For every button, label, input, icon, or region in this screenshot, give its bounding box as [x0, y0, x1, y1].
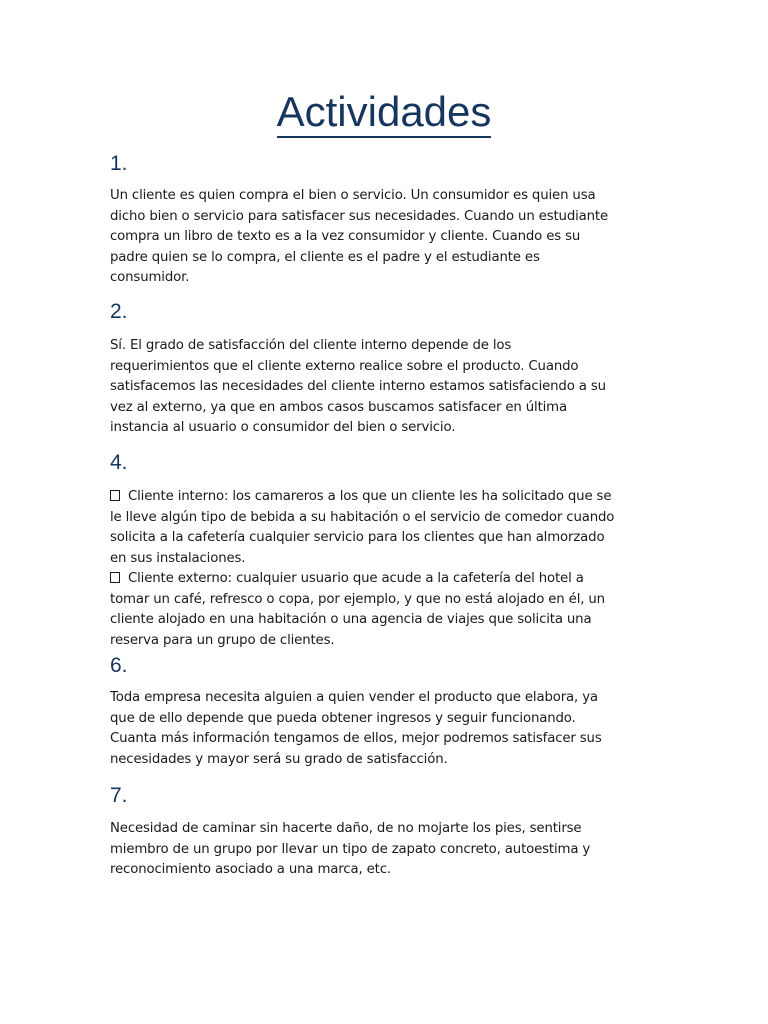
document-title: Actividades — [0, 84, 768, 140]
section-6-paragraph — [110, 688, 670, 770]
paragraph-line: en sus instalaciones. — [110, 550, 246, 566]
section-number-2: 2. — [110, 300, 128, 323]
section-number-4: 4. — [110, 451, 128, 474]
paragraph-line: necesidades y mayor será su grado de satisfacción. — [110, 751, 448, 767]
paragraph-line: dicho bien o servicio para satisfacer sus necesidades. Cuando un estudiante — [110, 208, 609, 224]
paragraph-line: consumidor. — [110, 270, 190, 285]
section-number-7: 7. — [110, 784, 128, 807]
section-2-paragraph — [110, 336, 670, 439]
paragraph-line: padre quien se lo compra, el cliente es el padre y el estudiante es — [110, 249, 540, 265]
paragraph-line: instancia al usuario o consumidor del bien o servicio. — [110, 420, 456, 435]
paragraph-line: Cuanta más información tengamos de ellos, mejor podremos satisfacer sus — [110, 731, 602, 746]
section-number-6: 6. — [110, 654, 128, 677]
paragraph-line: miembro de un grupo por llevar un tipo de zapato concreto, autoestima y — [110, 841, 591, 857]
paragraph-line: reserva para un grupo de clientes. — [110, 632, 335, 648]
paragraph-line: que de ello depende que pueda obtener ingresos y seguir funcionando. — [110, 710, 576, 726]
paragraph-line: le lleve algún tipo de bebida a su habitación o el servicio de comedor cuando — [110, 509, 615, 525]
bullet-item: Cliente externo: cualquier usuario que acude a la cafetería del hotel a — [110, 569, 670, 590]
paragraph-line: reconocimiento asociado a una marca, etc. — [110, 862, 391, 877]
paragraph-line: Toda empresa necesita alguien a quien vender el producto que elabora, ya — [110, 690, 598, 705]
paragraph-line: cliente alojado en una habitación o una agencia de viajes que solicita una — [110, 612, 592, 627]
bullet-box-icon — [110, 490, 120, 501]
section-1-paragraph — [110, 186, 670, 289]
paragraph-line: solicita a la cafetería cualquier servicio para los clientes que han almorzado — [110, 530, 605, 545]
bullet-item: Cliente interno: los camareros a los que un cliente les ha solicitado que se — [110, 487, 670, 508]
paragraph-line: compra un libro de texto es a la vez consumidor y cliente. Cuando es su — [110, 229, 581, 244]
bullet-box-icon — [110, 572, 120, 583]
section-4-bullets — [110, 487, 670, 651]
paragraph-line: vez al externo, ya que en ambos casos buscamos satisfacer en última — [110, 399, 567, 415]
paragraph-line: requerimientos que el cliente externo realice sobre el producto. Cuando — [110, 358, 579, 374]
paragraph-line: satisfacemos las necesidades del cliente interno estamos satisfaciendo a su — [110, 379, 606, 394]
section-number-1: 1. — [110, 152, 128, 175]
paragraph-line: Necesidad de caminar sin hacerte daño, de no mojarte los pies, sentirse — [110, 821, 582, 836]
paragraph-line: tomar un café, refresco o copa, por ejemplo, y que no está alojado en él, un — [110, 591, 605, 607]
paragraph-line: Un cliente es quien compra el bien o servicio. Un consumidor es quien usa — [110, 188, 596, 203]
paragraph-line: Sí. El grado de satisfacción del cliente interno depende de los — [110, 338, 512, 353]
section-7-paragraph — [110, 819, 670, 881]
